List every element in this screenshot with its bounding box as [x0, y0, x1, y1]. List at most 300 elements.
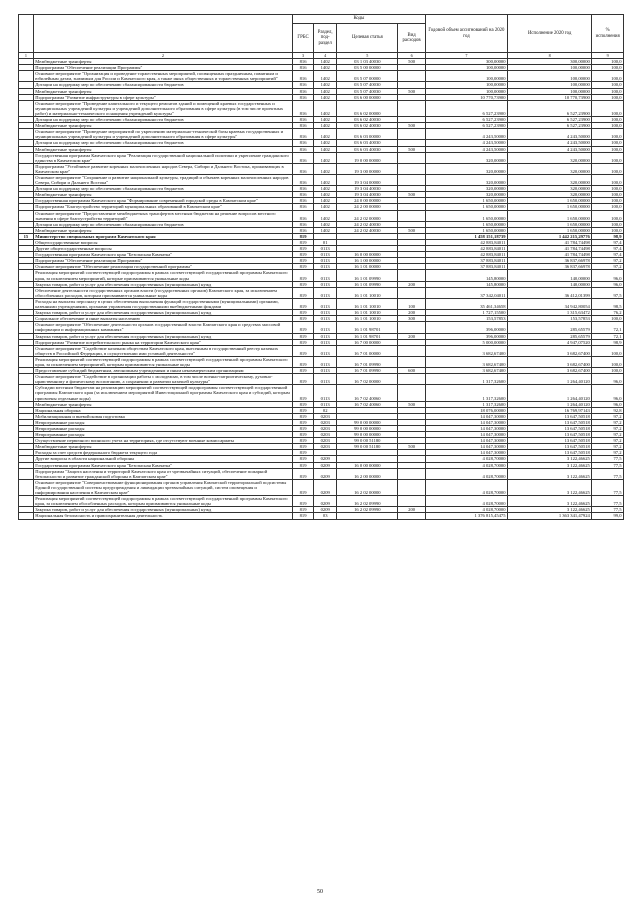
row-section: 1402: [314, 65, 337, 71]
row-index: [19, 374, 34, 385]
row-grbs: 816: [293, 88, 314, 94]
row-exec: 3 682,67400: [508, 356, 592, 367]
row-section: 0209: [314, 456, 337, 462]
row-grbs: 816: [293, 174, 314, 185]
row-grbs: 819: [293, 356, 314, 367]
row-grbs: 816: [293, 146, 314, 152]
row-name: Расходы за счет средств федерального бюджета текущего года: [33, 450, 292, 456]
row-plan: 396,00000: [425, 322, 507, 333]
row-plan: 4 243,50000: [425, 129, 507, 140]
table-row: [19, 287, 624, 298]
row-plan: 1 650,00000: [425, 210, 507, 221]
row-pct: 98,9: [592, 339, 624, 345]
row-type: [398, 468, 425, 479]
row-exec: 13 647,50518: [508, 426, 592, 432]
row-name: Субсидии местным бюджетам на реализацию мероприятий соответствующей подпрограммы соответствующей государственной программы Камчатского края (за исключением мероприятий Инвестиционной программы Камчатского края и субсидий, которым присвоены отдельные коды): [33, 385, 292, 401]
row-pct: 100,0: [592, 186, 624, 192]
row-name: Государственная программа Камчатского края "Безопасная Камчатка": [33, 252, 292, 258]
row-pct: 100,0: [592, 204, 624, 210]
row-section: 0209: [314, 468, 337, 479]
table-row: [19, 270, 624, 281]
row-exec: 140,00000: [508, 270, 592, 281]
header-col-section: Раздел, под-раздел: [314, 24, 337, 53]
row-exec: 41 784,74498: [508, 246, 592, 252]
row-pct: 97,2: [592, 438, 624, 444]
row-exec: 3 682,67400: [508, 368, 592, 374]
row-name: Межбюджетные трансферты: [33, 123, 292, 129]
row-plan: 145,80000: [425, 270, 507, 281]
row-name: Министерство специальных программ Камчатского края: [33, 233, 292, 239]
row-name: Межбюджетные трансферты: [33, 227, 292, 233]
row-plan: 4 243,50000: [425, 140, 507, 146]
row-plan: 3 682,67400: [425, 368, 507, 374]
row-plan: 14 047,30000: [425, 450, 507, 456]
row-grbs: 816: [293, 82, 314, 88]
row-plan: 14 047,30000: [425, 438, 507, 444]
row-section: 1402: [314, 117, 337, 123]
row-grbs: 819: [293, 322, 314, 333]
header-col-pct: % исполнения: [592, 15, 624, 53]
header-codes-group: Коды: [293, 15, 426, 24]
row-grbs: 816: [293, 163, 314, 174]
row-exec: 1 650,00000: [508, 227, 592, 233]
row-target: 99 0 00 00000: [337, 419, 398, 425]
row-target: 19 3 04 00000: [337, 174, 398, 185]
row-type: [398, 174, 425, 185]
table-row: [19, 174, 624, 185]
row-index: [19, 210, 34, 221]
row-plan: 320,00000: [425, 163, 507, 174]
row-section: 0113: [314, 246, 337, 252]
row-exec: 1 442 215,29776: [508, 233, 592, 239]
row-grbs: 819: [293, 496, 314, 507]
row-target: 16 7 01 09990: [337, 368, 398, 374]
row-section: 0113: [314, 333, 337, 339]
row-exec: 4 947,07520: [508, 339, 592, 345]
row-plan: 1 317,32600: [425, 374, 507, 385]
row-target: 03 6 02 40030: [337, 123, 398, 129]
row-grbs: 819: [293, 264, 314, 270]
row-target: 19 3 00 00000: [337, 163, 398, 174]
row-name: Основное мероприятие "Предоставление межбюджетных трансфертов местным бюджетам на решение вопросов местного значения в сфере благоустройства территорий": [33, 210, 292, 221]
row-exec: 285,65579: [508, 333, 592, 339]
row-grbs: 819: [293, 339, 314, 345]
row-plan: 320,00000: [425, 174, 507, 185]
row-pct: 97,2: [592, 444, 624, 450]
row-section: 1402: [314, 123, 337, 129]
row-name: Основное мероприятие "Организация и проведение торжественных мероприятий, посвященных праздничным, памятным и юбилейным датам, значимым для России и Камчатского края, а также иных общественных и торжественных мероприятий": [33, 71, 292, 82]
row-grbs: 819: [293, 444, 314, 450]
row-plan: 42 883,84011: [425, 246, 507, 252]
row-pct: 97,2: [592, 432, 624, 438]
row-grbs: 816: [293, 71, 314, 82]
header-number: 1: [19, 53, 34, 59]
row-type: 100: [398, 298, 425, 309]
row-name: Межбюджетные трансферты: [33, 146, 292, 152]
row-exec: 41 784,74498: [508, 252, 592, 258]
row-exec: 1 650,00000: [508, 210, 592, 221]
row-index: [19, 298, 34, 309]
row-section: 1402: [314, 221, 337, 227]
row-plan: 1 650,00000: [425, 221, 507, 227]
row-plan: 300,00000: [425, 59, 507, 65]
row-exec: 3 122,46625: [508, 479, 592, 495]
header-row-codes: [19, 15, 624, 24]
row-plan: 14 047,30000: [425, 413, 507, 419]
row-target: [337, 513, 398, 519]
row-plan: 42 883,84011: [425, 240, 507, 246]
table-row: [19, 71, 624, 82]
row-exec: 3 682,67400: [508, 345, 592, 356]
row-section: 0113: [314, 401, 337, 407]
row-exec: 320,00000: [508, 186, 592, 192]
row-name: Непрограммные расходы: [33, 419, 292, 425]
row-pct: 100,0: [592, 123, 624, 129]
row-target: 16 1 01 09990: [337, 270, 398, 281]
row-index: [19, 345, 34, 356]
row-name: Межбюджетные трансферты: [33, 444, 292, 450]
row-target: 16 1 01 10010: [337, 287, 398, 298]
row-exec: 4 243,50000: [508, 140, 592, 146]
row-grbs: 819: [293, 438, 314, 444]
row-name: Расходы на выплаты персоналу в целях обеспечения выполнения функций государственными (муниципальными) органами, казенными учреждениями, органами управления государственными внебюджетными фондами: [33, 298, 292, 309]
row-target: 03 6 03 40030: [337, 140, 398, 146]
row-exec: 1 650,00000: [508, 198, 592, 204]
row-pct: 96,0: [592, 401, 624, 407]
row-exec: 13 647,50518: [508, 450, 592, 456]
row-grbs: 819: [293, 374, 314, 385]
row-grbs: 819: [293, 385, 314, 401]
header-number: 2: [33, 53, 292, 59]
row-section: 0209: [314, 462, 337, 468]
row-name: Национальная безопасность и правоохранительная деятельность: [33, 513, 292, 519]
row-name: Основное мероприятие "Совершенствование функционирования органов управления Камчатской территориальной подсистемы Единой государственной системы предупреждения и ликвидации чрезвычайных ситуаций, систем оповещения и информирования населения в Камчатском крае": [33, 479, 292, 495]
row-section: 0113: [314, 368, 337, 374]
row-target: 16 0 00 00000: [337, 252, 398, 258]
row-target: 03 5 07 40030: [337, 88, 398, 94]
row-plan: 1 727,15500: [425, 310, 507, 316]
row-name: Основное мероприятие "Обеспечение деятельности органов государственной власти Камчатского края и средствах массовой информации и информационных кампаниях": [33, 322, 292, 333]
row-type: 500: [398, 146, 425, 152]
row-type: [398, 152, 425, 163]
row-index: [19, 100, 34, 116]
row-name: Дотации на поддержку мер по обеспечению сбалансированности бюджетов: [33, 117, 292, 123]
row-name: Реализация мероприятий соответствующей подпрограммы в рамках соответствующей государственной программы Камчатского края, за исключением обособленных расходов, которым присваиваются уникальные коды: [33, 496, 292, 507]
row-name: Предоставление субсидий бюджетным, автономным учреждениям и иным некоммерческим организациям: [33, 368, 292, 374]
table-row: [19, 210, 624, 221]
row-target: 16 2 00 00000: [337, 468, 398, 479]
row-section: 0113: [314, 316, 337, 322]
row-pct: 99,0: [592, 513, 624, 519]
table-row: [19, 496, 624, 507]
row-exec: 1 650,00000: [508, 204, 592, 210]
row-grbs: 816: [293, 204, 314, 210]
row-target: 16 1 01 10010: [337, 316, 398, 322]
row-exec: 4 243,50000: [508, 146, 592, 152]
row-target: 99 0 00 51180: [337, 444, 398, 450]
row-plan: 145,80000: [425, 281, 507, 287]
row-name: Реализация мероприятий соответствующей подпрограммы в рамках соответствующей государственной программы Камчатского края, за исключением мероприятий, которые присваиваются уникальные коды: [33, 270, 292, 281]
row-exec: 300,00000: [508, 59, 592, 65]
row-section: 0203: [314, 413, 337, 419]
row-plan: 320,00000: [425, 192, 507, 198]
row-grbs: 816: [293, 198, 314, 204]
row-grbs: 819: [293, 252, 314, 258]
row-exec: 320,00000: [508, 152, 592, 163]
row-section: 0113: [314, 356, 337, 367]
row-section: 0203: [314, 432, 337, 438]
row-pct: 100,0: [592, 129, 624, 140]
row-grbs: 816: [293, 129, 314, 140]
row-exec: 320,00000: [508, 192, 592, 198]
row-section: 1402: [314, 192, 337, 198]
row-plan: 37 883,84011: [425, 258, 507, 264]
row-name: Подпрограмма "Благоустройство территорий муниципальных образований в Камчатском крае": [33, 204, 292, 210]
row-section: 0113: [314, 287, 337, 298]
row-pct: 100,0: [592, 227, 624, 233]
row-plan: 153,57853: [425, 316, 507, 322]
row-plan: 3 682,67400: [425, 345, 507, 356]
row-target: 16 7 01 09990: [337, 356, 398, 367]
row-plan: 1 317,32600: [425, 385, 507, 401]
row-plan: 1 650,00000: [425, 198, 507, 204]
row-section: 1402: [314, 100, 337, 116]
header-col-name: [33, 15, 292, 53]
row-grbs: 819: [293, 401, 314, 407]
table-row: [19, 374, 624, 385]
row-section: 1402: [314, 146, 337, 152]
row-exec: 3 122,46625: [508, 507, 592, 513]
row-plan: 14 047,30000: [425, 426, 507, 432]
row-section: 0113: [314, 322, 337, 333]
row-target: 16 1 00 00000: [337, 258, 398, 264]
row-plan: 100,00000: [425, 82, 507, 88]
row-grbs: 816: [293, 210, 314, 221]
row-grbs: 819: [293, 345, 314, 356]
row-plan: 35 461,34658: [425, 298, 507, 309]
row-type: 200: [398, 310, 425, 316]
row-plan: 37 342,04011: [425, 287, 507, 298]
row-type: 500: [398, 123, 425, 129]
row-type: [398, 210, 425, 221]
row-section: 1402: [314, 88, 337, 94]
row-exec: 13 647,50518: [508, 444, 592, 450]
header-col-grbs: ГРБС: [293, 24, 314, 53]
row-exec: 1 650,00000: [508, 221, 592, 227]
row-plan: 1 458 151,18739: [425, 233, 507, 239]
row-target: 03 1 03 40030: [337, 59, 398, 65]
row-name: Межбюджетные трансферты: [33, 59, 292, 65]
row-target: 03 6 00 00000: [337, 94, 398, 100]
row-grbs: 819: [293, 479, 314, 495]
row-index: [19, 129, 34, 140]
row-section: 0113: [314, 252, 337, 258]
table-row: [19, 468, 624, 479]
row-name: Подпрограмма "Защита населения и территорий Камчатского края от чрезвычайных ситуаций, обеспечение пожарной безопасности и развитие гражданской обороны в Камчатском крае": [33, 468, 292, 479]
row-name: Непрограммные расходы: [33, 432, 292, 438]
row-name: Общегосударственные вопросы: [33, 240, 292, 246]
row-target: 24 2 02 40030: [337, 221, 398, 227]
row-index: [19, 356, 34, 367]
row-plan: 396,00000: [425, 333, 507, 339]
row-pct: 100,0: [592, 71, 624, 82]
row-section: 0203: [314, 419, 337, 425]
row-target: 16 2 02 00000: [337, 479, 398, 495]
row-pct: 97,2: [592, 264, 624, 270]
row-grbs: 819: [293, 310, 314, 316]
row-section: 0203: [314, 444, 337, 450]
row-type: [398, 345, 425, 356]
row-name: Другие общегосударственные вопросы: [33, 246, 292, 252]
row-section: 0113: [314, 345, 337, 356]
row-grbs: 816: [293, 94, 314, 100]
row-pct: 76,2: [592, 310, 624, 316]
row-pct: 100,0: [592, 82, 624, 88]
row-name: Дотации на поддержку мер по обеспечению сбалансированности бюджетов: [33, 221, 292, 227]
row-plan: 10 770,73900: [425, 94, 507, 100]
row-plan: 3 682,67400: [425, 356, 507, 367]
row-name: Основное мероприятие "Содействие в организации работы с молодежью, в том числе военно-патриотическому, духовно-нравственному и физическому воспитанию, а сохранении и развитии казачьей культуры": [33, 374, 292, 385]
row-grbs: 816: [293, 227, 314, 233]
table-row: [19, 152, 624, 163]
row-pct: 97,2: [592, 419, 624, 425]
row-pct: 92,8: [592, 407, 624, 413]
row-name: Обеспечение деятельности государственных органов власти (государственных органов) Камчатского края, за исключением обособленных расходов, которым присваиваются уникальные коды: [33, 287, 292, 298]
row-section: 0209: [314, 479, 337, 495]
row-section: 02: [314, 407, 337, 413]
row-pct: 98,5: [592, 298, 624, 309]
row-pct: 97,5: [592, 287, 624, 298]
row-plan: 6 527,23900: [425, 123, 507, 129]
row-grbs: 816: [293, 140, 314, 146]
row-type: 200: [398, 333, 425, 339]
row-grbs: 819: [293, 246, 314, 252]
row-grbs: 819: [293, 513, 314, 519]
row-grbs: 819: [293, 240, 314, 246]
row-section: 0113: [314, 374, 337, 385]
row-exec: 1 315,63472: [508, 310, 592, 316]
row-type: [398, 322, 425, 333]
row-target: 16 1 01 98701: [337, 333, 398, 339]
row-type: [398, 496, 425, 507]
row-plan: 5 000,00000: [425, 339, 507, 345]
row-index: [19, 152, 34, 163]
row-pct: 100,0: [592, 140, 624, 146]
row-pct: 100,0: [592, 65, 624, 71]
row-name: Основное мероприятие "Проведение капитального и текущего ремонтов зданий и помещений краевых государственных и муниципальных учреждений культуры и учреждений дополнительного образования в сфере культуры (в том числе проектных работ) и материально-технического оснащения учреждений культуры": [33, 100, 292, 116]
row-section: 1402: [314, 140, 337, 146]
row-pct: 77,5: [592, 496, 624, 507]
row-grbs: 819: [293, 419, 314, 425]
row-type: [398, 513, 425, 519]
header-number: 4: [314, 53, 337, 59]
row-name: Социальное обеспечение и иные выплаты населению: [33, 316, 292, 322]
row-target: 03 6 03 00000: [337, 129, 398, 140]
row-name: Национальная оборона: [33, 407, 292, 413]
row-pct: 100,0: [592, 356, 624, 367]
row-target: 03 5 07 40030: [337, 82, 398, 88]
row-grbs: 819: [293, 432, 314, 438]
row-pct: 96,0: [592, 281, 624, 287]
table-row: [19, 356, 624, 367]
row-section: 0113: [314, 339, 337, 345]
row-pct: 100,0: [592, 152, 624, 163]
row-plan: 37 883,84011: [425, 264, 507, 270]
row-grbs: 819: [293, 233, 314, 239]
row-grbs: 819: [293, 426, 314, 432]
row-pct: 100,0: [592, 210, 624, 221]
page-number: 50: [317, 889, 323, 895]
row-pct: 97,4: [592, 240, 624, 246]
table-row: [19, 322, 624, 333]
row-target: 99 0 00 00000: [337, 432, 398, 438]
row-exec: 3 122,46625: [508, 456, 592, 462]
row-plan: 6 527,23900: [425, 100, 507, 116]
row-index: [19, 496, 34, 507]
row-name: Основное мероприятие "Обеспечение реализации государственной программы": [33, 264, 292, 270]
row-section: 0203: [314, 426, 337, 432]
table-row: [19, 129, 624, 140]
row-section: 1402: [314, 129, 337, 140]
row-exec: 1 363 341,47924: [508, 513, 592, 519]
row-type: [398, 385, 425, 401]
row-exec: 100,00000: [508, 88, 592, 94]
row-pct: 100,0: [592, 345, 624, 356]
budget-table-sheet: [18, 14, 624, 520]
row-pct: 100,0: [592, 100, 624, 116]
row-target: 16 7 01 00000: [337, 345, 398, 356]
header-number: 8: [508, 53, 592, 59]
row-type: 200: [398, 281, 425, 287]
row-section: 03: [314, 513, 337, 519]
row-type: [398, 374, 425, 385]
table-body: [19, 59, 624, 519]
row-target: 99 0 00 51180: [337, 438, 398, 444]
budget-execution-table: [18, 14, 624, 520]
table-row: [19, 385, 624, 401]
row-index: [19, 71, 34, 82]
header-number: 9: [592, 53, 624, 59]
row-name: Другие вопросы в области национальной обороны: [33, 456, 292, 462]
row-grbs: 816: [293, 123, 314, 129]
row-name: Основное мероприятие "Содействие казачьим обществам Камчатского края, внесенным в государственный реестр казачьих обществ в Российской Федерации, в осуществлении ими уставной деятельности": [33, 345, 292, 356]
row-target: 16 7 00 00000: [337, 339, 398, 345]
row-plan: 4 028,70000: [425, 456, 507, 462]
header-col-type: Вид расходов: [398, 24, 425, 53]
row-type: 500: [398, 444, 425, 450]
row-name: Подпрограмма "Обеспечение реализации Программы": [33, 258, 292, 264]
row-name: Закупка товаров, работ и услуг для обеспечения государственных (муниципальных) нужд: [33, 507, 292, 513]
row-index: [19, 513, 34, 519]
row-pct: 97,2: [592, 450, 624, 456]
row-target: 03 5 00 00000: [337, 65, 398, 71]
row-pct: 97,2: [592, 258, 624, 264]
row-name: Мобилизационная и вневойсковая подготовка: [33, 413, 292, 419]
row-grbs: 819: [293, 468, 314, 479]
row-target: 19 0 00 00000: [337, 152, 398, 163]
row-target: 03 6 02 00000: [337, 100, 398, 116]
row-plan: 4 028,70000: [425, 507, 507, 513]
row-index: [19, 322, 34, 333]
row-name: Государственная программа Камчатского края "Формирование современной городской среды в Камчатском крае": [33, 198, 292, 204]
row-type: [398, 270, 425, 281]
row-target: 16 7 02 40060: [337, 401, 398, 407]
row-type: 500: [398, 192, 425, 198]
table-row: [19, 100, 624, 116]
table-row: [19, 479, 624, 495]
row-exec: 13 647,50518: [508, 419, 592, 425]
row-exec: 4 243,50000: [508, 129, 592, 140]
